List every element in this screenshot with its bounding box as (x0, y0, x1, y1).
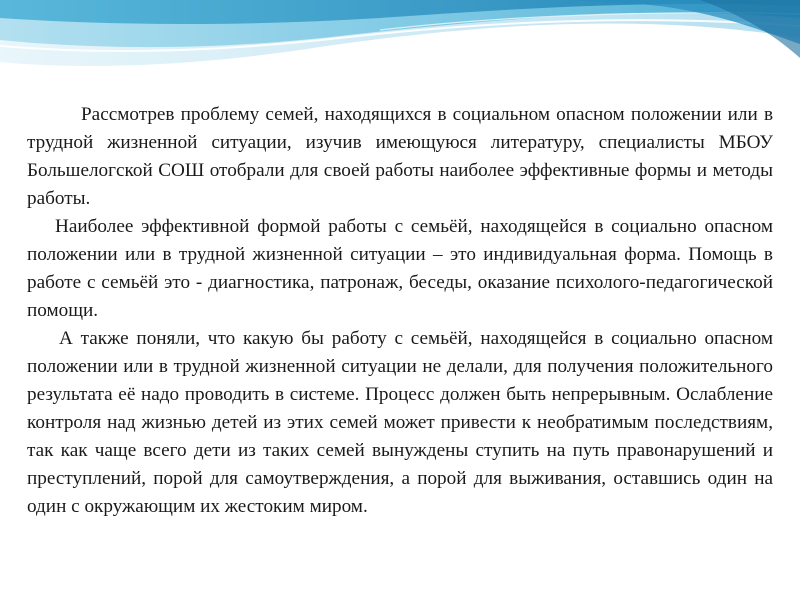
paragraph-1: Рассмотрев проблему семей, находящихся в социальном опасном положении или в трудной жизненной ситуации, изучив имеющуюся литературу, специалисты МБОУ Большелогской СОШ отобрали для своей работы наиболее эффективные формы и методы работы. (27, 104, 773, 209)
slide-text-body (27, 101, 773, 521)
header-wave-decoration (0, 0, 800, 90)
paragraph-3: А также поняли, что какую бы работу с семьёй, находящейся в социально опасном положении или в трудной жизненной ситуации не делали, для получения положительного результата её надо проводить в системе. Процесс должен быть непрерывным. Ослабление контроля над жизнью детей из этих семей может привести к необратимым последствиям, так как чаще всего дети из таких семей вынуждены ступить на путь правонарушений и преступлений, порой для самоутверждения, а порой для выживания, оставшись один на один с окружающим их жестоким миром. (27, 328, 773, 517)
paragraph-2: Наиболее эффективной формой работы с семьёй, находящейся в социально опасном положении или в трудной жизненной ситуации – это индивидуальная форма. Помощь в работе с семьёй это - диагностика, патронаж, беседы, оказание психолого-педагогической помощи. (27, 216, 773, 321)
